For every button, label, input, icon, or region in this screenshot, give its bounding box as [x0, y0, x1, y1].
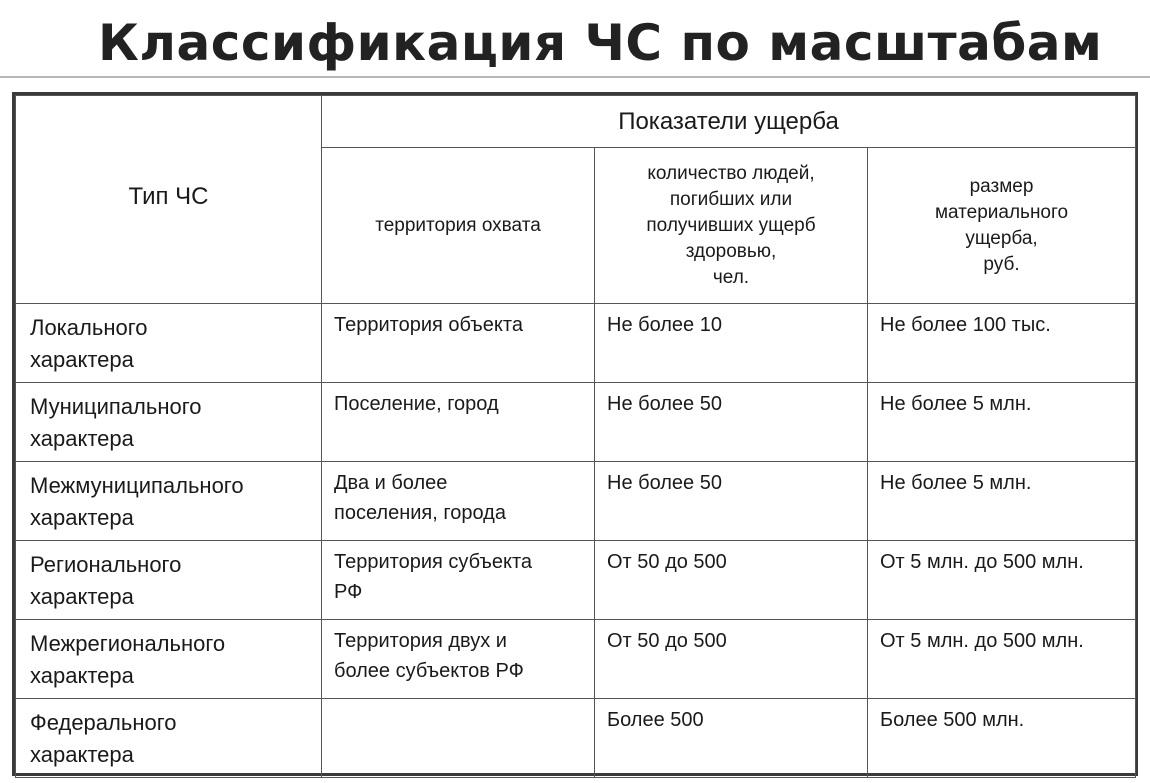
classification-table	[15, 95, 1136, 778]
header-type: Тип ЧС	[16, 96, 322, 304]
header-material-damage: размер материального ущерба, руб.	[868, 148, 1136, 304]
cell-type: Межмуниципального характера	[16, 462, 322, 541]
title-divider	[0, 76, 1150, 78]
table-row	[16, 620, 1136, 699]
cell-territory: Территория субъекта РФ	[322, 541, 595, 620]
cell-people: Более 500	[595, 699, 868, 778]
cell-type: Межрегионального характера	[16, 620, 322, 699]
cell-damage: Не более 5 млн.	[868, 383, 1136, 462]
page-title: Классификация ЧС по масштабам	[98, 14, 1103, 72]
header-damage-indicators: Показатели ущерба	[322, 96, 1136, 148]
cell-damage: От 5 млн. до 500 млн.	[868, 620, 1136, 699]
classification-table-frame	[12, 92, 1138, 776]
cell-damage: Не более 100 тыс.	[868, 304, 1136, 383]
cell-territory: Два и более поселения, города	[322, 462, 595, 541]
table-row	[16, 304, 1136, 383]
header-people: количество людей, погибших или получивших ущерб здоровью, чел.	[595, 148, 868, 304]
table-row	[16, 699, 1136, 778]
cell-type: Федерального характера	[16, 699, 322, 778]
cell-territory	[322, 699, 595, 778]
cell-type: Локального характера	[16, 304, 322, 383]
header-territory: территория охвата	[322, 148, 595, 304]
cell-damage: От 5 млн. до 500 млн.	[868, 541, 1136, 620]
cell-people: Не более 50	[595, 462, 868, 541]
table-row	[16, 383, 1136, 462]
cell-damage: Не более 5 млн.	[868, 462, 1136, 541]
cell-territory: Поселение, город	[322, 383, 595, 462]
cell-territory: Территория объекта	[322, 304, 595, 383]
table-row	[16, 541, 1136, 620]
cell-people: Не более 50	[595, 383, 868, 462]
header-row-group	[16, 96, 1136, 148]
cell-people: От 50 до 500	[595, 620, 868, 699]
cell-damage: Более 500 млн.	[868, 699, 1136, 778]
cell-type: Муниципального характера	[16, 383, 322, 462]
cell-people: От 50 до 500	[595, 541, 868, 620]
table-row	[16, 462, 1136, 541]
cell-people: Не более 10	[595, 304, 868, 383]
cell-territory: Территория двух и более субъектов РФ	[322, 620, 595, 699]
cell-type: Регионального характера	[16, 541, 322, 620]
